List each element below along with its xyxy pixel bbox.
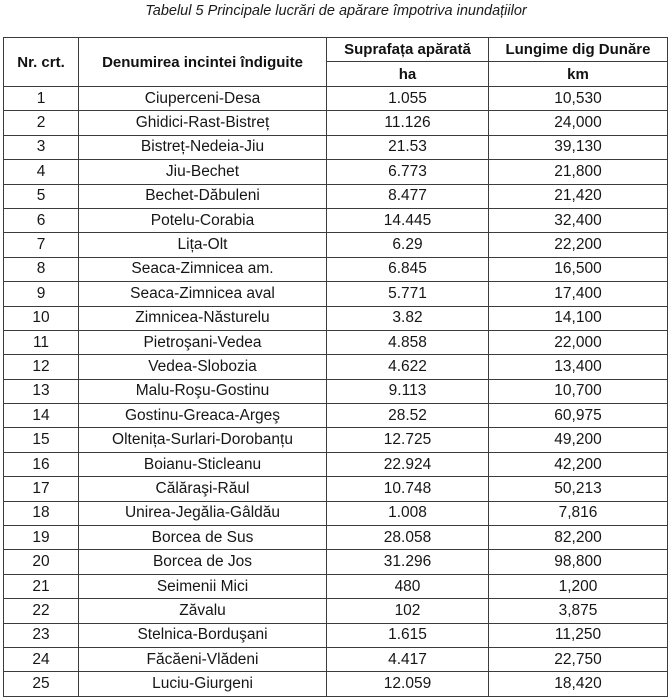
cell-name: Gostinu-Greaca-Argeş [79,404,327,428]
cell-nr: 11 [4,330,79,354]
cell-area: 12.725 [327,428,489,452]
cell-name: Seaca-Zimnicea aval [79,282,327,306]
cell-area: 8.477 [327,184,489,208]
cell-area: 1.008 [327,501,489,525]
cell-name: Borcea de Sus [79,526,327,550]
cell-length: 32,400 [489,208,668,232]
cell-length: 7,816 [489,501,668,525]
cell-area: 28.52 [327,404,489,428]
table-row [4,160,668,184]
table-row [4,87,668,111]
cell-length: 42,200 [489,452,668,476]
cell-nr: 10 [4,306,79,330]
cell-nr: 5 [4,184,79,208]
cell-area: 9.113 [327,379,489,403]
cell-area: 31.296 [327,550,489,574]
table-row [4,526,668,550]
cell-nr: 22 [4,599,79,623]
cell-name: Bechet-Dăbuleni [79,184,327,208]
cell-length: 22,200 [489,233,668,257]
table-row [4,647,668,671]
cell-area: 28.058 [327,526,489,550]
cell-name: Zăvalu [79,599,327,623]
unit-area: ha [327,62,489,87]
cell-nr: 23 [4,623,79,647]
cell-length: 60,975 [489,404,668,428]
table-row [4,477,668,501]
table-row [4,330,668,354]
table-row [4,355,668,379]
table-row [4,233,668,257]
cell-nr: 24 [4,647,79,671]
cell-nr: 15 [4,428,79,452]
cell-nr: 16 [4,452,79,476]
table-row [4,550,668,574]
cell-name: Stelnica-Borduşani [79,623,327,647]
cell-nr: 3 [4,135,79,159]
cell-area: 4.858 [327,330,489,354]
cell-name: Potelu-Corabia [79,208,327,232]
cell-name: Ciuperceni-Desa [79,87,327,111]
cell-length: 17,400 [489,282,668,306]
cell-length: 18,420 [489,672,668,696]
cell-length: 1,200 [489,574,668,598]
cell-area: 6.29 [327,233,489,257]
cell-name: Bistreț-Nedeia-Jiu [79,135,327,159]
table-row [4,282,668,306]
cell-length: 22,750 [489,647,668,671]
cell-name: Luciu-Giurgeni [79,672,327,696]
table-row [4,672,668,696]
table-row [4,574,668,598]
header-length: Lungime dig Dunăre [489,38,668,62]
cell-area: 21.53 [327,135,489,159]
cell-nr: 4 [4,160,79,184]
cell-name: Lița-Olt [79,233,327,257]
table-header [4,38,668,87]
cell-nr: 7 [4,233,79,257]
cell-nr: 17 [4,477,79,501]
cell-name: Zimnicea-Năsturelu [79,306,327,330]
table-row [4,428,668,452]
unit-length: km [489,62,668,87]
cell-nr: 9 [4,282,79,306]
cell-length: 10,700 [489,379,668,403]
cell-name: Boianu-Sticleanu [79,452,327,476]
table-row [4,135,668,159]
cell-length: 21,800 [489,160,668,184]
cell-area: 6.845 [327,257,489,281]
table-row [4,306,668,330]
cell-name: Călăraşi-Răul [79,477,327,501]
cell-name: Malu-Roşu-Gostinu [79,379,327,403]
cell-length: 13,400 [489,355,668,379]
table-row [4,623,668,647]
cell-nr: 19 [4,526,79,550]
cell-length: 50,213 [489,477,668,501]
cell-area: 11.126 [327,111,489,135]
cell-area: 1.615 [327,623,489,647]
cell-nr: 20 [4,550,79,574]
cell-area: 3.82 [327,306,489,330]
cell-area: 4.622 [327,355,489,379]
cell-length: 82,200 [489,526,668,550]
cell-name: Seimenii Mici [79,574,327,598]
cell-nr: 6 [4,208,79,232]
cell-name: Seaca-Zimnicea am. [79,257,327,281]
table-row [4,208,668,232]
header-row [4,38,668,62]
table-row [4,111,668,135]
cell-nr: 2 [4,111,79,135]
cell-length: 14,100 [489,306,668,330]
cell-area: 14.445 [327,208,489,232]
cell-area: 22.924 [327,452,489,476]
cell-nr: 14 [4,404,79,428]
flood-defense-table [3,37,668,697]
cell-area: 4.417 [327,647,489,671]
cell-name: Pietroşani-Vedea [79,330,327,354]
cell-length: 98,800 [489,550,668,574]
cell-length: 21,420 [489,184,668,208]
cell-area: 6.773 [327,160,489,184]
cell-name: Făcăeni-Vlădeni [79,647,327,671]
cell-nr: 12 [4,355,79,379]
cell-area: 102 [327,599,489,623]
cell-length: 16,500 [489,257,668,281]
table-row [4,599,668,623]
cell-length: 39,130 [489,135,668,159]
table-row [4,257,668,281]
cell-area: 12.059 [327,672,489,696]
cell-length: 24,000 [489,111,668,135]
header-area: Suprafața apărată [327,38,489,62]
cell-name: Unirea-Jegălia-Gâldău [79,501,327,525]
cell-name: Borcea de Jos [79,550,327,574]
cell-length: 49,200 [489,428,668,452]
table-row [4,184,668,208]
cell-nr: 13 [4,379,79,403]
cell-nr: 21 [4,574,79,598]
cell-area: 5.771 [327,282,489,306]
cell-name: Vedea-Slobozia [79,355,327,379]
cell-nr: 25 [4,672,79,696]
cell-name: Oltenița-Surlari-Dorobanțu [79,428,327,452]
table-caption: Tabelul 5 Principale lucrări de apărare împotriva inundațiilor [145,3,527,19]
cell-area: 1.055 [327,87,489,111]
cell-area: 10.748 [327,477,489,501]
header-nr: Nr. crt. [4,38,79,87]
cell-nr: 18 [4,501,79,525]
header-name: Denumirea incintei îndiguite [79,38,327,87]
cell-length: 3,875 [489,599,668,623]
table-row [4,501,668,525]
cell-nr: 1 [4,87,79,111]
cell-name: Ghidici-Rast-Bistreț [79,111,327,135]
table-row [4,452,668,476]
cell-area: 480 [327,574,489,598]
cell-name: Jiu-Bechet [79,160,327,184]
cell-length: 10,530 [489,87,668,111]
cell-nr: 8 [4,257,79,281]
table-row [4,379,668,403]
cell-length: 11,250 [489,623,668,647]
table-body [4,87,668,697]
cell-length: 22,000 [489,330,668,354]
table-row [4,404,668,428]
